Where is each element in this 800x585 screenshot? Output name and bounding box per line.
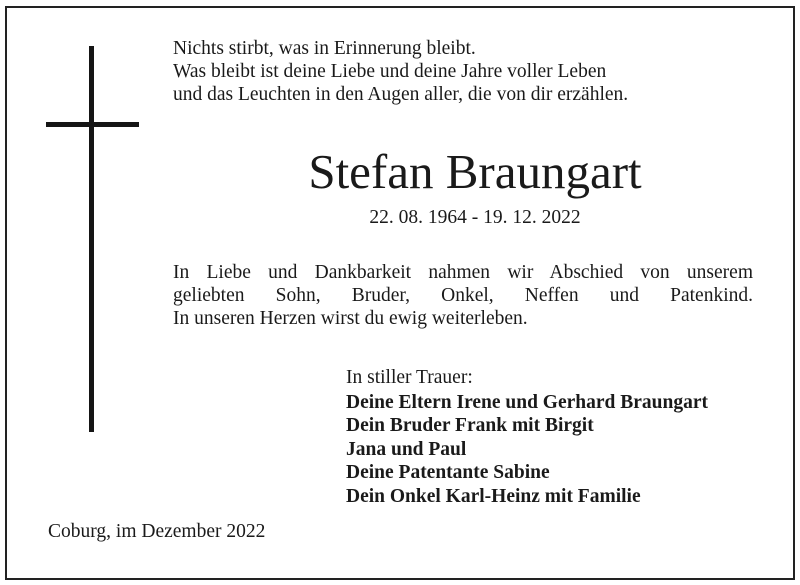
- message-line: In unseren Herzen wirst du ewig weiterleben.: [173, 308, 528, 329]
- memorial-poem: [173, 37, 628, 106]
- mourner-entry: Deine Patentante Sabine: [346, 462, 550, 483]
- mourner-entry: Dein Onkel Karl-Heinz mit Familie: [346, 485, 641, 507]
- farewell-message: [173, 261, 753, 330]
- poem-line: und das Leuchten in den Augen aller, die von dir erzählen.: [173, 84, 629, 105]
- mourner-entry: Deine Eltern Irene und Gerhard Braungart: [346, 391, 709, 413]
- message-line: geliebten Sohn, Bruder, Onkel, Neffen und Patenkind.: [173, 285, 753, 306]
- cross-horizontal-bar: [46, 122, 139, 127]
- poem-line: Nichts stirbt, was in Erinnerung bleibt.: [173, 38, 476, 59]
- place-and-date: Coburg, im Dezember 2022: [48, 521, 266, 542]
- message-line: In Liebe und Dankbarkeit nahmen wir Abschied von unserem: [173, 262, 753, 283]
- mourning-intro: In stiller Trauer:: [346, 367, 473, 388]
- mourner-entry: Jana und Paul: [346, 438, 467, 460]
- mourners-block: [346, 366, 708, 508]
- life-dates: 22. 08. 1964 - 19. 12. 2022: [369, 207, 581, 228]
- cross-vertical-bar: [89, 46, 94, 432]
- mourner-entry: Dein Bruder Frank mit Birgit: [346, 415, 594, 436]
- deceased-name: Stefan Braungart: [308, 144, 642, 199]
- poem-line: Was bleibt ist deine Liebe und deine Jahre voller Leben: [173, 61, 607, 82]
